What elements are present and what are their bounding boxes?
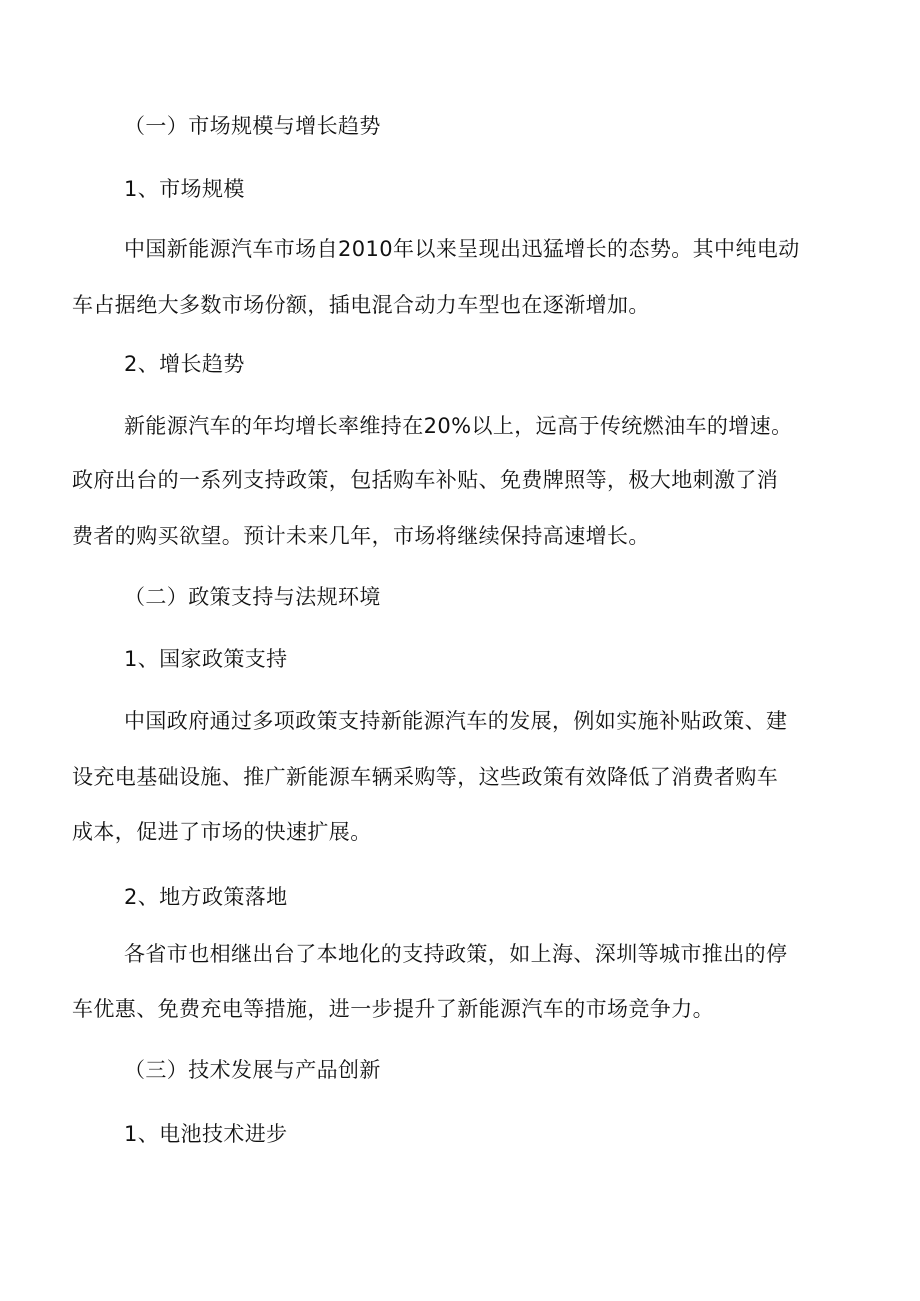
subsection-title-1-1: 1、市场规模: [124, 177, 245, 201]
section-heading-3: （三）技术发展与产品创新: [124, 1058, 381, 1082]
paragraph-line: 车占据绝大多数市场份额，插电混合动力车型也在逐渐增加。: [72, 293, 650, 317]
section-heading-2: （二）政策支持与法规环境: [124, 585, 381, 609]
subsection-title-2-2: 2、地方政策落地: [124, 885, 288, 909]
paragraph-line: 车优惠、免费充电等措施，进一步提升了新能源汽车的市场竞争力。: [72, 997, 714, 1021]
paragraph-line: 中国新能源汽车市场自2010年以来呈现出迅猛增长的态势。其中纯电动: [124, 237, 800, 261]
subsection-title-1-2: 2、增长趋势: [124, 352, 245, 376]
paragraph-line: 成本，促进了市场的快速扩展。: [72, 820, 372, 844]
paragraph-line: 新能源汽车的年均增长率维持在20%以上，远高于传统燃油车的增速。: [124, 414, 793, 438]
paragraph-line: 各省市也相继出台了本地化的支持政策，如上海、深圳等城市推出的停: [124, 942, 788, 966]
paragraph-line: 费者的购买欲望。预计未来几年，市场将继续保持高速增长。: [72, 524, 650, 548]
paragraph-line: 中国政府通过多项政策支持新能源汽车的发展，例如实施补贴政策、建: [124, 709, 788, 733]
subsection-title-3-1: 1、电池技术进步: [124, 1122, 288, 1146]
paragraph-line: 设充电基础设施、推广新能源车辆采购等，这些政策有效降低了消费者购车: [72, 765, 779, 789]
section-heading-1: （一）市场规模与增长趋势: [124, 114, 381, 138]
subsection-title-2-1: 1、国家政策支持: [124, 647, 288, 671]
paragraph-line: 政府出台的一系列支持政策，包括购车补贴、免费牌照等，极大地刺激了消: [72, 468, 779, 492]
